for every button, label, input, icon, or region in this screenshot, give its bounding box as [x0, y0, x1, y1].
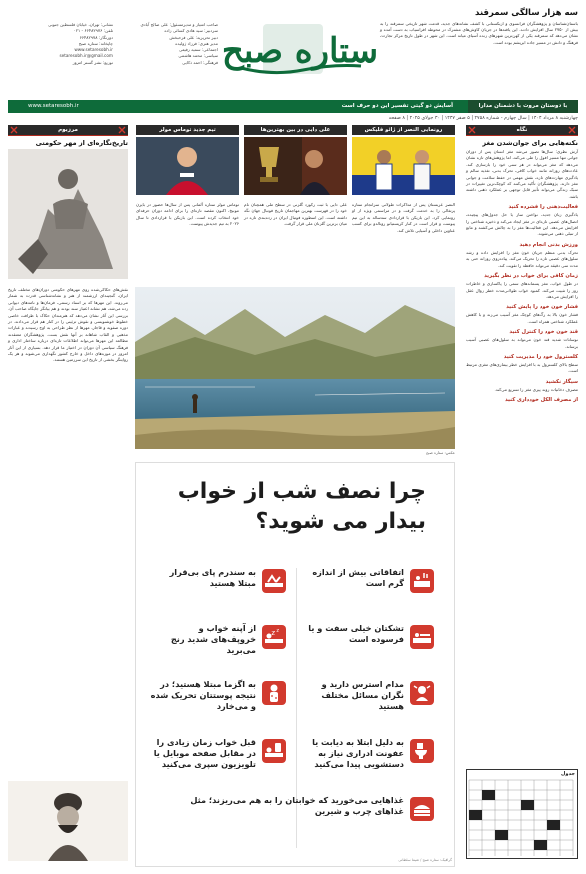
slogan: با دوستان مروت با دشمنان مدارا	[468, 100, 578, 113]
football-presentation-photo	[352, 137, 455, 195]
reason-item	[299, 735, 434, 771]
snoring-icon	[262, 625, 286, 649]
info-line: setaresobh.ir@gmail.com	[59, 53, 113, 59]
reason-label: از آپنه خواب و خروپف‌های شدید رنج می‌برید	[170, 623, 256, 655]
info-line: اجتماعی: سمیه رفیعی	[178, 47, 218, 53]
info-line: دورنگار: ۶۶۴۸۲۹۷۸	[79, 34, 113, 40]
portrait-engraving	[8, 781, 128, 861]
crossword-puzzle[interactable]	[466, 769, 578, 859]
reason-label: قبل خواب زمان زیادی را در مقابل صفحه موبایل یا تلویزیون سپری می‌کنید	[153, 737, 256, 769]
fast-food-icon	[410, 797, 434, 821]
section-header	[466, 125, 578, 136]
story-card[interactable]	[352, 125, 455, 280]
article-body: تحرک بدنی منظم جریان خون مغز را افزایش داده و رشد سلول‌های عصبی تازه را تحریک می‌کند. پیاده‌روی روزانه حتی به مدت سی دقیقه می‌تواند حافظه را تقویت کند.	[466, 249, 578, 268]
article-body: سطح بالای کلسترول بد با افزایش خطر بیماری‌های مغزی مرتبط است.	[466, 361, 578, 374]
website-link[interactable]: www.setaresobh.ir	[28, 103, 79, 109]
reason-item	[299, 677, 434, 713]
lake-landscape-photo	[135, 287, 455, 449]
article-body: آرش نظری: سال‌ها تصور می‌شد مغز انسان پس از دوران جوانی تنها مسیر افول را طی می‌کند، اما پژوهش‌های تازه نشان می‌دهد که مغز می‌تواند در هر سنی خود را بازسازی کند. عادت‌های روزانه مانند خواب کافی، تحرک بدنی، تغذیه سالم و یادگیری مهارت‌های تازه، نقش مهمی در حفظ سلامت و جوانی مغز دارند. پژوهشگران تأکید می‌کنند که کوچک‌ترین تغییرات در سبک زندگی می‌تواند تأثیر قابل توجهی بر عملکرد ذهنی داشته باشد.	[466, 149, 578, 199]
svg-text:z: z	[271, 629, 275, 637]
subheading: کلسترول خود را مدیریت کنید	[503, 353, 578, 360]
sleep-infographic	[135, 462, 455, 867]
infographic-title-line: چرا نصف شب از خواب	[177, 479, 426, 504]
article-body: فشار خون بالا به رگ‌های کوچک مغز آسیب می‌زند و با کاهش عملکرد شناختی همراه است.	[466, 312, 578, 324]
info-line: صاحب امتیاز و مدیرمسئول: علی صالح آبادی	[140, 22, 218, 27]
hot-room-icon	[410, 569, 434, 593]
masthead	[8, 8, 578, 96]
info-line: تلفن: ۶۶۴۸۲۹۷۶ - ۰۲۱	[73, 28, 113, 34]
cross-icon	[11, 127, 17, 133]
phone-screen-icon	[262, 739, 286, 763]
story-card[interactable]	[136, 125, 239, 280]
photo-caption: عکس: ستاره صبح	[425, 450, 455, 455]
puzzle-label: جدول	[561, 771, 575, 777]
info-line: توزیع: نشر گستر امروز	[72, 59, 113, 65]
article-body: نوسانات شدید قند خون می‌تواند به سلول‌های عصبی آسیب برساند.	[466, 337, 578, 349]
reason-item	[154, 793, 434, 829]
story-body: النصر عربستان پس از مذاکرات طولانی سرانجام ستاره پرتغالی را به خدمت گرفت و در مراسمی ویژه از او رونمایی کرد. این بازیکن با قراردادی سه‌ساله به این تیم پیوست و قرار است در کنار کریستیانو رونالدو برای کسب عناوین داخلی و آسیایی تلاش کند.	[352, 202, 455, 233]
reason-item	[151, 735, 286, 771]
lead-story	[380, 8, 578, 98]
article-body: یادگیری زبان جدید، نواختن ساز یا حل جدول‌های پیچیده، اتصال‌های عصبی تازه‌ای در مغز ایجاد می‌کند و ذخیره شناختی را افزایش می‌دهد. این فعالیت‌ها مغز را به چالش می‌کشند و مانع از تنبلی ذهنی می‌شوند.	[466, 212, 578, 237]
info-line: www.setaresobh.ir	[74, 47, 113, 53]
article-body: مصرف دخانیات روند پیری مغز را تسریع می‌کند.	[494, 386, 578, 392]
article-title[interactable]: نکته‌هایی برای جوان‌شدن مغز	[482, 139, 578, 147]
svg-text:z: z	[276, 628, 279, 634]
story-card[interactable]	[244, 125, 347, 280]
newspaper-logo[interactable]	[221, 18, 379, 80]
story-title: رونمایی النصر از ژائو فلیکس	[352, 125, 455, 135]
story-title: علی دایی در بین بهترین‌ها	[244, 125, 347, 135]
reason-label: اتفاقاتی بیش از اندازه گرم است	[312, 567, 404, 588]
article-body: نقش‌های حکاکی‌شده روی مهرهای حکومتی دوران‌های مختلف تاریخ ایران، گنجینه‌ای ارزشمند از هنر و نشانه‌شناسی قدرت به شمار می‌روند. این مهرها که بر اسناد رسمی، فرمان‌ها و نامه‌های دیوانی زده می‌شد، هم نشانه اعتبار سند بودند و هم بیانگر جایگاه صاحب آن. بررسی این آثار نشان می‌دهد که هنرمندان حکاک با ظرافت خاصی خطوط خوشنویسی و نقوش تزئینی را در کنار هم قرار می‌دادند. در دوره صفویه و قاجار، مهرها از نظر طراحی به اوج رسیدند و عبارات مذهبی و القاب شاهانه بر آنها نقش بست. پژوهشگران معتقدند مطالعه این مهرها می‌تواند اطلاعات تازه‌ای درباره ساختار اداری و فرهنگ سیاسی آن دوران در اختیار ما قرار دهد. بسیاری از این آثار امروز در موزه‌های داخل و خارج کشور نگهداری می‌شوند و هر یک روایتگر بخشی از تاریخ این سرزمین هستند.	[8, 287, 128, 363]
story-body: توماس مولر ستاره آلمانی پس از سال‌ها حضور در بایرن مونیخ، اکنون مقصد تازه‌ای را برای ادامه دوران حرفه‌ای خود انتخاب کرده است. این بازیکن با قراردادی تا سال ۲۰۲۶ به تیم جدیدش پیوست.	[136, 202, 239, 227]
right-column	[466, 125, 578, 865]
stress-icon	[410, 681, 434, 705]
subheading: فشار خون خود را پایش کنید	[506, 304, 578, 311]
issue-date-bar: چهارشنبه ۸ مرداد ۱۴۰۴ | سال چهارم - شماره ۲۷۵۸ | ۵ صفر ۱۴۴۷ | ۳۰ جولای ۲۰۲۵ | ۸ صفحه	[388, 116, 578, 121]
subheading: قند خون خود را کنترل کنید	[509, 329, 578, 336]
info-line: چاپخانه: ستاره صبح	[78, 40, 113, 46]
toilet-icon	[410, 739, 434, 763]
info-line: فرهنگی: احمد ذکایی	[182, 59, 218, 65]
reason-item	[151, 677, 286, 713]
subheading: از مصرف الکل خودداری کنید	[504, 397, 578, 404]
crossword-grid	[465, 770, 577, 860]
info-line: نشانی: تهران، خیابان فلسطین جنوبی	[48, 22, 113, 27]
info-column-2	[13, 22, 113, 66]
tagline: آسایش دو گیتی تفسیر این دو حرف است	[341, 103, 453, 109]
reason-label: به دلیل ابتلا به دیابت یا عفونت ادراری نیاز به دستشویی پیدا می‌کنید	[312, 737, 404, 769]
story-title: تیم جدید توماس مولر	[136, 125, 239, 135]
infographic-title	[176, 477, 426, 537]
historical-relief-photo	[8, 149, 128, 279]
cross-icon	[119, 127, 125, 133]
section-header-label: مرزبوم	[58, 127, 78, 133]
top-stories	[135, 125, 455, 280]
reason-item	[151, 621, 286, 657]
reason-item	[299, 565, 434, 601]
itchy-skin-icon	[262, 681, 286, 705]
lead-title[interactable]: سه هزار سالگی سمرقند	[475, 8, 578, 18]
info-line: سیاسی: محمد هاشمی	[178, 53, 218, 59]
info-column-1	[118, 22, 218, 66]
reason-item	[299, 621, 434, 657]
reason-label: تشکتان خیلی سفت و یا فرسوده است	[308, 623, 404, 644]
article-body: در طول خواب، مغز پسماندهای سمی را پاکسازی و خاطرات روز را تثبیت می‌کند. کمبود خواب طولانی‌مدت خطر زوال عقل را افزایش می‌دهد.	[466, 281, 578, 299]
reason-item	[151, 565, 286, 601]
masthead-info	[8, 8, 218, 96]
subheading: زمان کافی برای خواب در نظر بگیرید	[484, 273, 578, 280]
slogan-bar	[8, 100, 578, 113]
restless-legs-icon	[262, 569, 286, 593]
subheading: فعالیت‌ذهنی را فشرده کنید	[508, 204, 578, 211]
infographic-credit: گرافیک: ستاره صبح / شیما سلطانی	[398, 858, 452, 862]
reason-label: به اگزما مبتلا هستید؛ در نتیجه پوستتان تحریک شده و می‌خارد	[150, 679, 256, 711]
cross-icon	[569, 127, 575, 133]
trophy-photo	[244, 137, 347, 195]
subheading: ورزش بدنی انجام دهید	[519, 241, 578, 248]
article-title[interactable]: تاریخ‌نگاره‌ای از مهر حکومتی	[35, 139, 128, 147]
section-header	[8, 125, 128, 136]
player-photo	[136, 137, 239, 195]
section-header-label: نگاه	[516, 127, 528, 133]
info-line: مدیر هنری: فرزاد ژولیده	[175, 40, 218, 46]
info-line: سردبیر: سید هادی کسائی زاده	[164, 28, 218, 34]
lead-body: باستان‌شناسان و پژوهشگران فرانسوی و ازبکستانی با کشف نشانه‌های جدید، قدمت شهر تاریخی سمرقند را به بیش از ۲۷۵۰ سال افزایش دادند. این یافته‌ها در جریان کاوش‌های مشترک در محوطه افراسیاب به دست آمده و نشان می‌دهد که سمرقند یکی از کهن‌ترین شهرهای زنده آسیای میانه است. این شهر در طول تاریخ مرکز تجارت، فرهنگ و دانش در مسیر جاده ابریشم بوده است.	[380, 21, 578, 45]
reason-label: غذاهایی می‌خورید که خوابتان را به هم می‌ریزند؛ مثل غذاهای چرب و شیرین	[190, 795, 404, 816]
story-body: علی دایی با ثبت رکورد گلزنی در سطح ملی همچنان نام خود را در فهرست بهترین مهاجمان تاریخ فوتبال جهان نگه داشته است. این اسطوره فوتبال ایران در رده‌بندی تازه در میان برترین گلزنان ملی قرار گرفت.	[244, 202, 347, 227]
reason-label: مدام استرس دارید و نگران مسائل مختلف هستید	[321, 679, 404, 711]
infographic-title-line: بیدار می شوید؟	[255, 509, 426, 534]
cross-icon	[469, 127, 475, 133]
logo-text: ستاره صبح	[221, 31, 379, 71]
info-line: دبیر تحریریه: علی فرحبخش	[169, 34, 218, 40]
left-column	[8, 125, 128, 865]
reason-label: به سندرم پای بی‌قرار مبتلا هستید	[169, 567, 256, 588]
subheading: سیگار نکشید	[545, 378, 578, 385]
mattress-icon	[410, 625, 434, 649]
